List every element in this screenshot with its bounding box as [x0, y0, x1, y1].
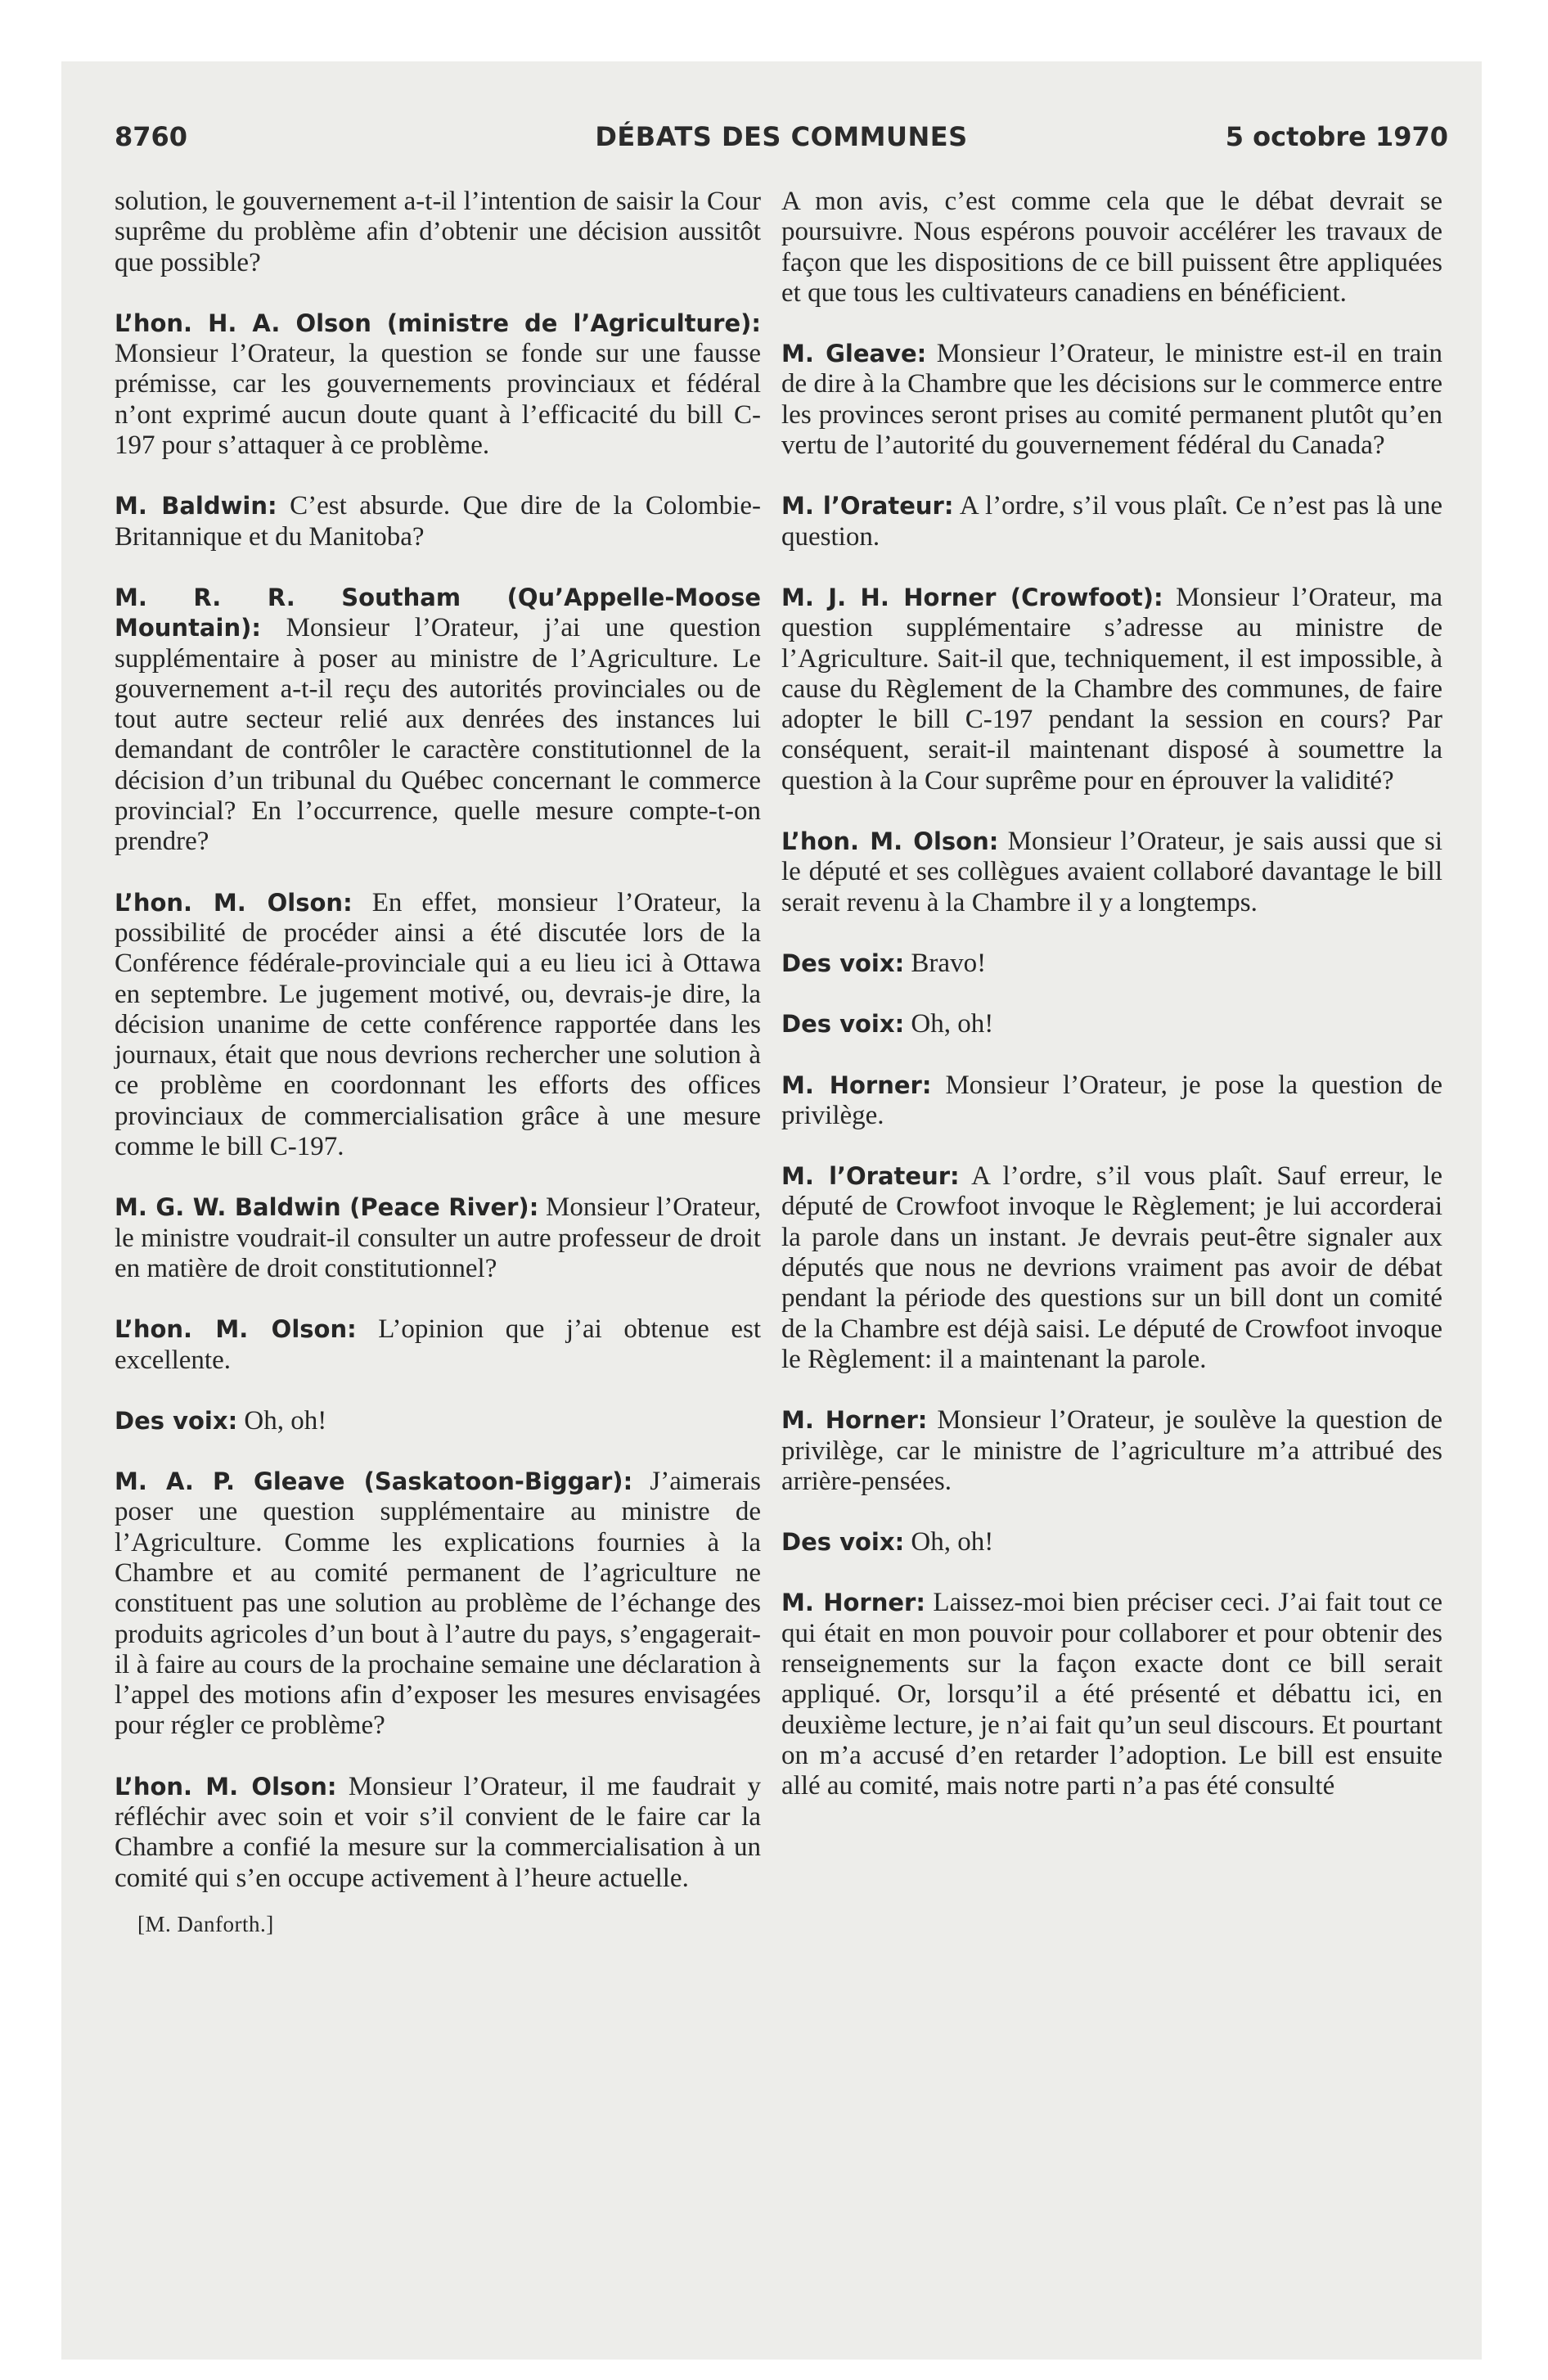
speech-text: Monsieur l’Orateur, le ministre voudrait-il consulter un autre professeur de droit en matière de droit constitutionnel? [115, 1192, 762, 1283]
speech-text: Monsieur l’Orateur, je soulève la question de privilège, car le ministre de l’agriculture m’a attribué des arrière-pensées. [781, 1405, 1442, 1496]
speaker-name: M. A. P. Gleave (Saskatoon-Biggar): [115, 1467, 633, 1496]
speech-text: A mon avis, c’est comme cela que le débat devrait se poursuivre. Nous espérons pouvoir accélérer les travaux de façon que les dispositions de ce bill puissent être appliquées et que tous les cultivateurs canadiens en bénéficient. [781, 187, 1442, 308]
speech-text: Monsieur l’Orateur, j’ai une question supplémentaire à poser au ministre de l’Agriculture. Le gouvernement a-t-il reçu des autorités provinciales ou de tout autre secteur relié aux denrées des instances lui demandant de contrôler le caractère constitutionnel de la décision d’un tribunal du Québec concernant le commerce provincial? En l’occurrence, quelle mesure compte-t-on prendre? [115, 613, 762, 857]
speaker-name: L’hon. M. Olson: [115, 888, 353, 917]
paragraph [781, 491, 1442, 552]
speaker-name: M. l’Orateur: [781, 1162, 960, 1191]
speaker-name: M. J. H. Horner (Crowfoot): [781, 583, 1163, 611]
paragraph [115, 187, 761, 278]
paragraph [115, 1314, 761, 1376]
speech-text: A l’ordre, s’il vous plaît. Ce n’est pas là une question. [781, 491, 1443, 552]
speech-text: Oh, oh! [244, 1405, 327, 1436]
speaker-name: M. l’Orateur: [781, 492, 954, 521]
speech-text: En effet, monsieur l’Orateur, la possibilité de procéder ainsi a été discutée lors de la Conférence fédérale-provinciale qui a eu lieu ici à Ottawa en septembre. Le jugement motivé, ou, devrais-je dire, la décision unanime de cette conférence rapportée dans les journaux, était que nous devrions rechercher une solution à ce problème en coordonnant les efforts des offices provinciaux de commercialisation grâce à une mesure comme le bill C-197. [115, 887, 761, 1162]
paragraph [115, 583, 761, 858]
speech-text: solution, le gouvernement a-t-il l’intention de saisir la Cour suprême du problème afin d’obtenir une décision aussitôt que possible? [115, 187, 761, 277]
speaker-name: M. Horner: [781, 1071, 932, 1099]
speaker-name: M. G. W. Baldwin (Peace River): [115, 1193, 539, 1222]
speaker-name: L’hon. M. Olson: [115, 1772, 337, 1801]
speaker-name: L’hon. M. Olson: [115, 1315, 357, 1344]
paragraph [781, 339, 1442, 461]
page-number: 8760 [115, 121, 188, 152]
paragraph [781, 1405, 1442, 1497]
right-column [781, 187, 1442, 1832]
paragraph [781, 1071, 1442, 1132]
paragraph [781, 827, 1442, 918]
speaker-name: M. R. R. Southam (Qu’Appelle-Moose Mountain): [115, 583, 761, 642]
paragraph [115, 1192, 761, 1284]
paragraph [115, 491, 761, 552]
footnote-speaker: [M. Danforth.] [137, 1911, 274, 1936]
paragraph [781, 949, 1442, 979]
speech-text: L’opinion que j’ai obtenue est excellente. [115, 1314, 761, 1375]
speech-text: Monsieur l’Orateur, je sais aussi que si le député et ses collègues avaient collaboré davantage le bill serait revenu à la Chambre il y a longtemps. [781, 827, 1443, 917]
paragraph [115, 1772, 761, 1894]
speaker-name: L’hon. H. A. Olson (ministre de l’Agriculture): [115, 309, 761, 337]
paragraph [115, 888, 761, 1163]
speaker-name: Des voix: [781, 1528, 905, 1557]
running-title: DÉBATS DES COMMUNES [595, 121, 968, 152]
speech-text: Monsieur l’Orateur, je pose la question de privilège. [781, 1070, 1442, 1130]
paragraph [781, 187, 1442, 309]
speech-text: Bravo! [911, 948, 987, 978]
speech-text: Laissez-moi bien préciser ceci. J’ai fait tout ce qui était en mon pouvoir pour collaborer et pour obtenir des renseignements sur la façon exacte dont ce bill serait appliqué. Or, lorsqu’il a été présenté et débattu ici, en deuxième lecture, je n’ai fait qu’un seul discours. Et pourtant on m’a accusé d’en retarder l’adoption. Le bill est ensuite allé au comité, mais notre parti n’a pas été consulté [781, 1588, 1442, 1801]
speech-text: Oh, oh! [911, 1527, 994, 1557]
paragraph [781, 1588, 1442, 1801]
speech-text: C’est absurde. Que dire de la Colombie-Britannique et du Manitoba? [115, 491, 761, 552]
speech-text: A l’ordre, s’il vous plaît. Sauf erreur, le député de Crowfoot invoque le Règlement; je lui accorderai la parole dans un instant. Je devrais peut-être signaler aux députés que nous ne devrions vraiment pas avoir de débat pendant la période des questions sur un bill dont un comité de la Chambre est déjà saisi. Le député de Crowfoot invoque le Règlement: il a maintenant la parole. [781, 1161, 1443, 1374]
speaker-name: Des voix: [781, 1010, 905, 1039]
speech-text: Monsieur l’Orateur, la question se fonde sur une fausse prémisse, car les gouvernements provinciaux et fédéral n’ont exprimé aucun doute quant à l’efficacité du bill C-197 pour s’attaquer à ce problème. [115, 339, 761, 461]
paragraph [781, 583, 1442, 796]
speaker-name: L’hon. M. Olson: [781, 827, 999, 856]
paragraph [115, 1467, 761, 1742]
paragraph [115, 1406, 761, 1436]
paragraph [781, 1527, 1442, 1557]
speech-text: Oh, oh! [911, 1009, 994, 1039]
speaker-name: M. Gleave: [781, 340, 927, 368]
speech-text: Monsieur l’Orateur, ma question supplémentaire s’adresse au ministre de l’Agriculture. Sait-il que, techniquement, il est impossible, à cause du Règlement de la Chambre des communes, de faire adopter le bill C-197 pendant la session en cours? Par conséquent, serait-il maintenant disposé à soumettre la question à la Cour suprême pour en éprouver la validité? [781, 582, 1442, 796]
speaker-name: Des voix: [115, 1406, 238, 1435]
speaker-name: M. Baldwin: [115, 492, 277, 521]
speaker-name: M. Horner: [781, 1406, 928, 1435]
speech-text: J’aimerais poser une question supplémentaire au ministre de l’Agriculture. Comme les explications fournies à la Chambre et au comité permanent de l’agriculture ne constituent pas une solution au problème de l’échange des produits agricoles d’un bout à l’autre du pays, s’engagerait-il à faire au cours de la prochaine semaine une déclaration à l’appel des motions afin d’exposer les mesures envisagées pour régler ce problème? [115, 1467, 762, 1741]
paragraph [781, 1161, 1442, 1375]
speaker-name: M. Horner: [781, 1589, 925, 1617]
paragraph [781, 1009, 1442, 1039]
page-header [115, 121, 1448, 170]
paragraph [115, 309, 761, 461]
page-date: 5 octobre 1970 [1225, 121, 1448, 152]
speech-text: Monsieur l’Orateur, le ministre est-il en train de dire à la Chambre que les décisions sur le commerce entre les provinces seront prises au comité permanent plutôt qu’en vertu de l’autorité du gouvernement fédéral du Canada? [781, 339, 1443, 461]
left-column [115, 187, 761, 1962]
speech-text: Monsieur l’Orateur, il me faudrait y réfléchir avec soin et voir s’il convient de le faire car la Chambre a confié la mesure sur la commercialisation à un comité qui s’en occupe activement à l’heure actuelle. [115, 1771, 761, 1893]
speaker-name: Des voix: [781, 949, 905, 977]
